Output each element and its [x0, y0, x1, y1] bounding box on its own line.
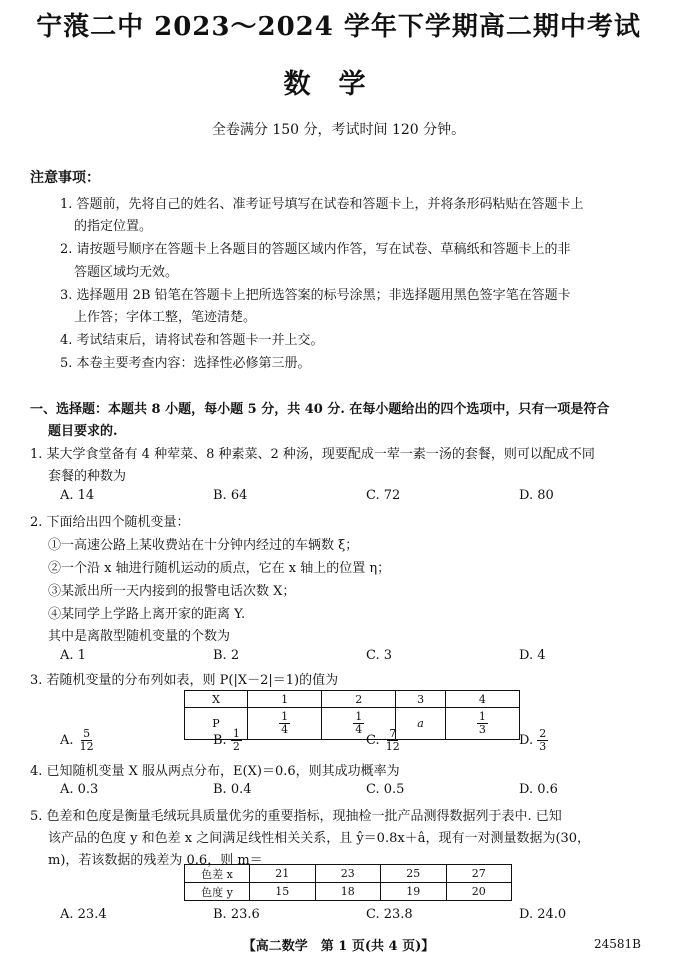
- section-heading-cont: 题目要求的.: [48, 424, 118, 439]
- q2-option-c: C. 3: [366, 648, 393, 663]
- q4-option-d: D. 0.6: [519, 782, 558, 797]
- table-cell: 25: [381, 865, 447, 883]
- q2-item: ①一高速公路上某收费站在十分钟内经过的车辆数 ξ；: [48, 538, 359, 553]
- notice-heading: 注意事项：: [30, 170, 100, 186]
- table-cell: 2: [322, 691, 396, 708]
- q2-item: ③某派出所一天内接到的报警电话次数 X；: [48, 584, 296, 599]
- notice-line: 2. 请按题号顺序在答题卡上各题目的答题区域内作答，写在试卷、草稿纸和答题卡上的非: [60, 242, 571, 257]
- q2-item: ④某同学上学路上离开家的距离 Y.: [48, 607, 246, 622]
- question-2-text: 2. 下面给出四个随机变量：: [30, 515, 190, 530]
- table-cell: 4: [445, 691, 519, 708]
- q1-option-a: A. 14: [60, 488, 95, 503]
- table-cell: 20: [446, 883, 512, 901]
- q5-option-d: D. 24.0: [519, 907, 567, 922]
- table-cell: 15: [250, 883, 316, 901]
- q1-option-c: C. 72: [366, 488, 401, 503]
- q2-item: ②一个沿 x 轴进行随机运动的质点，它在 x 轴上的位置 η；: [48, 561, 391, 576]
- table-cell: 23: [315, 865, 381, 883]
- question-3-text: 3. 若随机变量的分布列如表，则 P(|X－2|＝1)的值为: [30, 673, 339, 688]
- notice-line: 的指定位置。: [74, 219, 153, 234]
- table-cell: 27: [446, 865, 512, 883]
- notice-line: 4. 考试结束后，请将试卷和答题卡一并上交。: [60, 333, 324, 348]
- table-cell: $\frac{1}{3}$: [445, 708, 519, 740]
- table-row-label: 色差 x: [185, 865, 250, 883]
- question-5-text: 5. 色差和色度是衡量毛绒玩具质量优劣的重要指标，现抽检一批产品测得数据列于表中. 已知: [30, 809, 562, 824]
- q3-option-b: B. $\frac{1}{2}$: [213, 727, 240, 753]
- table-cell: 3: [396, 691, 445, 708]
- q4-option-c: C. 0.5: [366, 782, 405, 797]
- paper-code: 24581B: [594, 937, 641, 951]
- question-1-text-cont: 套餐的种数为: [48, 469, 127, 484]
- page-footer: 【高二数学 第 1 页(共 4 页)】: [242, 939, 435, 954]
- table-cell: a: [396, 708, 445, 740]
- q2-option-a: A. 1: [60, 648, 86, 663]
- notice-line: 5. 本卷主要考查内容：选择性必修第三册。: [60, 356, 311, 371]
- q5-option-a: A. 23.4: [60, 907, 107, 922]
- q5-option-c: C. 23.8: [366, 907, 413, 922]
- section-heading: 一、选择题：本题共 8 小题，每小题 5 分，共 40 分. 在每小题给出的四个选项中，只有一项是符合: [30, 402, 610, 417]
- q4-option-a: A. 0.3: [60, 782, 99, 797]
- table-header-x: X: [185, 691, 248, 708]
- q5-option-b: B. 23.6: [213, 907, 260, 922]
- table-cell: 21: [250, 865, 316, 883]
- q1-option-b: B. 64: [213, 488, 248, 503]
- notice-line: 3. 选择题用 2B 铅笔在答题卡上把所选答案的标号涂黑；非选择题用黑色签字笔在答题卡: [60, 288, 571, 303]
- table-cell: 18: [315, 883, 381, 901]
- question-4-text: 4. 已知随机变量 X 服从两点分布，E(X)＝0.6，则其成功概率为: [30, 764, 400, 779]
- q2-option-d: D. 4: [519, 648, 546, 663]
- q2-question: 其中是离散型随机变量的个数为: [48, 629, 231, 644]
- q4-option-b: B. 0.4: [213, 782, 252, 797]
- q3-option-c: C. $\frac{7}{12}$: [366, 727, 400, 753]
- notice-line: 答题区域均无效。: [74, 265, 179, 280]
- exam-subtitle: 全卷满分 150 分，考试时间 120 分钟。: [211, 122, 466, 138]
- table-cell: 1: [248, 691, 322, 708]
- table-cell: 19: [381, 883, 447, 901]
- notice-line: 上作答；字体工整，笔迹清楚。: [74, 310, 257, 325]
- question-5-text-cont: m)，若该数据的残差为 0.6，则 m＝: [48, 853, 263, 868]
- color-data-table: [184, 864, 512, 901]
- q2-option-b: B. 2: [213, 648, 240, 663]
- table-header-p: P: [185, 708, 248, 740]
- notice-line: 1. 答题前，先将自己的姓名、准考证号填写在试卷和答题卡上，并将条形码粘贴在答题卡上: [60, 197, 584, 212]
- question-1-text: 1. 某大学食堂备有 4 种荤菜、8 种素菜、2 种汤，现要配成一荤一素一汤的套餐，则可以配成不同: [30, 447, 595, 462]
- q3-option-d: D. $\frac{2}{3}$: [519, 727, 547, 753]
- q1-option-d: D. 80: [519, 488, 554, 503]
- table-row-label: 色度 y: [185, 883, 250, 901]
- question-5-text-cont: 该产品的色度 y 和色差 x 之间满足线性相关关系，且 ŷ＝0.8x＋â，现有一对测量数据为(30，: [48, 831, 591, 846]
- table-cell: $\frac{1}{4}$: [248, 708, 322, 740]
- exam-title: 宁蒗二中 2023～2024 学年下学期高二期中考试: [36, 12, 641, 42]
- table-cell: $\frac{1}{4}$: [322, 708, 396, 740]
- subject-title: 数学: [283, 69, 394, 100]
- q3-option-a: A. $\frac{5}{12}$: [60, 727, 94, 753]
